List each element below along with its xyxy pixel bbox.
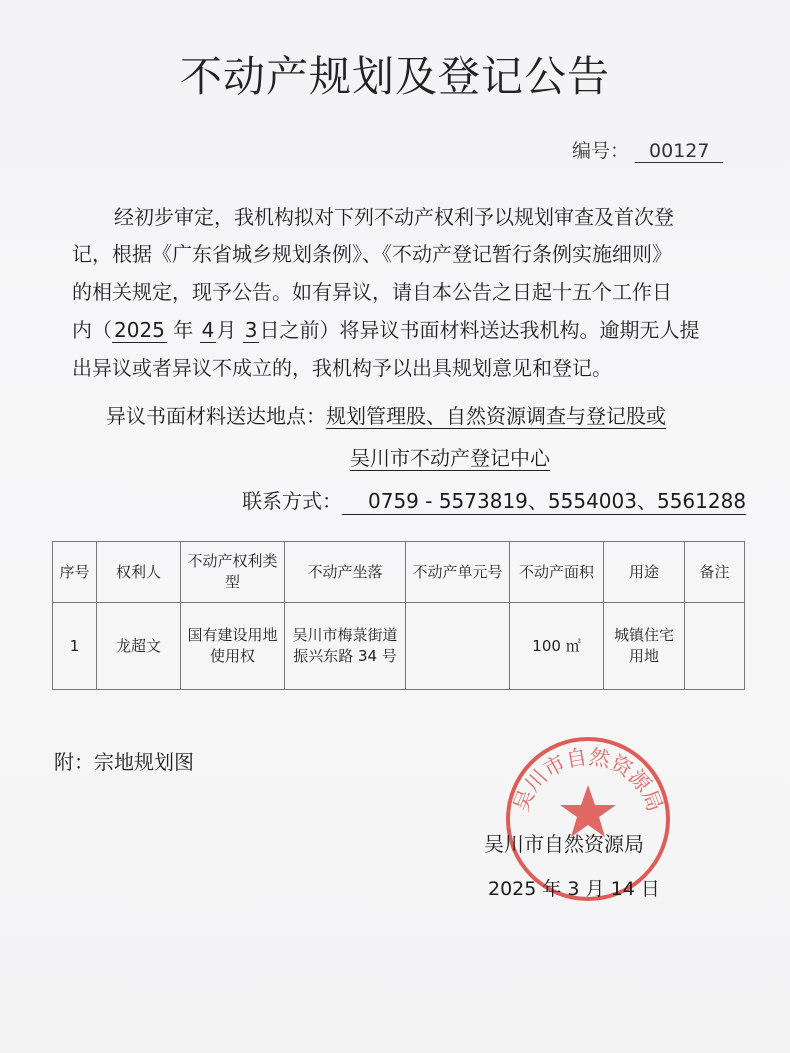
objection-address-label: 异议书面材料送达地点： — [106, 404, 326, 428]
serial-value: 00127 — [635, 140, 723, 163]
table-header-row — [53, 542, 745, 603]
objection-address-line-1 — [106, 400, 666, 429]
table-header-cell: 权利人 — [97, 542, 181, 603]
contact-value: 0759 - 5573819、5554003、5561288 — [342, 485, 746, 515]
deadline-month: 4 — [201, 318, 215, 342]
table-header-cell: 不动产面积 — [510, 542, 604, 603]
seal-text: 吴川市自然资源局 — [508, 744, 668, 815]
deadline-month-unit: 月 — [216, 318, 237, 342]
issue-date: 2025 年 3 月 14 日 — [488, 878, 660, 900]
body-line-4 — [72, 314, 699, 343]
table-cell-location: 吴川市梅菉街道振兴东路 34 号 — [285, 603, 406, 690]
table-header-cell: 不动产权利类型 — [181, 542, 285, 603]
table-header-cell: 备注 — [685, 542, 745, 603]
table-row — [53, 603, 745, 690]
body-line-4-pre: 内（ — [72, 318, 112, 342]
table-cell-right-type: 国有建设用地使用权 — [181, 603, 285, 690]
body-line-3: 的相关规定，现予公告。如有异议，请自本公告之日起十五个工作日 — [72, 280, 672, 304]
contact-line — [242, 485, 746, 515]
body-line-2: 记，根据《广东省城乡规划条例》、《不动产登记暂行条例实施细则》 — [72, 242, 672, 266]
body-line-5: 出异议或者异议不成立的，我机构予以出具规划意见和登记。 — [72, 356, 612, 380]
body-line-1: 经初步审定，我机构拟对下列不动产权利予以规划审查及首次登 — [114, 205, 674, 229]
contact-label: 联系方式： — [242, 489, 342, 513]
table-cell-unit-number — [406, 603, 510, 690]
deadline-year-unit: 年 — [173, 318, 194, 342]
objection-address-line-2 — [350, 442, 550, 471]
objection-address-value-2: 吴川市不动产登记中心 — [350, 446, 550, 470]
issuer-name: 吴川市自然资源局 — [484, 832, 644, 856]
table-header-cell: 不动产坐落 — [285, 542, 406, 603]
table-cell-index: 1 — [53, 603, 97, 690]
table-cell-usage: 城镇住宅用地 — [604, 603, 685, 690]
deadline-day: 3 — [244, 318, 258, 342]
registration-table — [52, 541, 745, 690]
table-cell-owner: 龙超文 — [97, 603, 181, 690]
notice-title: 不动产规划及登记公告 — [179, 52, 610, 101]
attachment-note: 附：宗地规划图 — [54, 750, 194, 774]
body-line-4-post: 日之前）将异议书面材料送达我机构。逾期无人提 — [259, 318, 700, 342]
serial-label: 编号： — [572, 140, 630, 162]
table-cell-remarks — [685, 603, 745, 690]
table-header-cell: 不动产单元号 — [406, 542, 510, 603]
table-cell-area: 100 ㎡ — [510, 603, 604, 690]
objection-address-value-1: 规划管理股、自然资源调查与登记股或 — [326, 404, 666, 428]
table-header-cell: 用途 — [604, 542, 685, 603]
deadline-year: 2025 — [114, 318, 165, 342]
table-header-cell: 序号 — [53, 542, 97, 603]
serial-number — [572, 136, 723, 163]
